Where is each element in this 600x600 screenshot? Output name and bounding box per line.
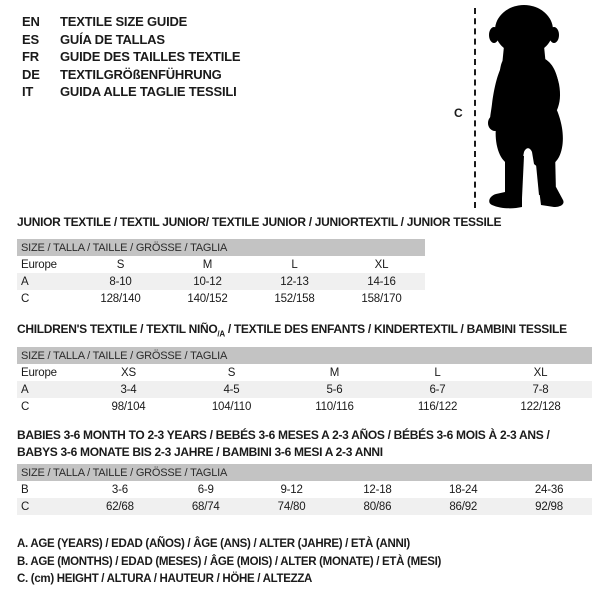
language-row-fr <box>22 48 240 66</box>
row-label: Europe <box>21 366 57 379</box>
cell: 24-36 <box>534 483 564 496</box>
cell: S <box>116 258 125 271</box>
table-row <box>17 290 425 307</box>
cell: 158/170 <box>361 292 402 305</box>
cell: 7-8 <box>489 381 592 398</box>
cell: M <box>202 258 213 271</box>
cell: 98/104 <box>111 400 146 413</box>
cell: 14-16 <box>338 273 425 290</box>
height-measure-label: C <box>454 106 463 120</box>
language-title: GUIDE DES TAILLES TEXTILE <box>60 49 241 65</box>
title-subscript: /A <box>217 329 225 339</box>
size-header-cell: SIZE / TALLA / TAILLE / GRÖSSE / TAGLIA <box>17 239 425 256</box>
cell: 62/68 <box>77 498 163 515</box>
child-silhouette-icon <box>484 4 574 211</box>
cell: XS <box>121 366 136 379</box>
cell: 18-24 <box>449 483 478 496</box>
cell: XL <box>374 258 389 271</box>
note-height-cm: C. (cm) HEIGHT / ALTURA / HAUTEUR / HÖHE / ALTEZZA <box>17 573 313 585</box>
table-header-row <box>17 347 592 364</box>
babies-section-title-line1: BABIES 3-6 MONTH TO 2-3 YEARS / BEBÉS 3-6 MESES A 2-3 AÑOS / BÉBÉS 3-6 MOIS À 2-3 ANS / <box>17 428 550 442</box>
row-label: C <box>21 400 30 413</box>
language-title: TEXTILE SIZE GUIDE <box>60 14 188 30</box>
junior-size-table <box>17 239 425 307</box>
language-code: IT <box>22 84 34 100</box>
language-title: GUÍA DE TALLAS <box>60 31 165 47</box>
cell: 3-4 <box>77 381 180 398</box>
cell: 110/116 <box>315 400 354 413</box>
language-row-de <box>22 66 240 84</box>
language-row-it <box>22 83 240 101</box>
table-row <box>17 398 592 415</box>
children-section-title <box>17 322 567 338</box>
table-row <box>17 273 425 290</box>
cell: 128/140 <box>100 292 141 305</box>
cell: 9-12 <box>280 483 303 496</box>
language-code: ES <box>22 31 39 47</box>
size-header-cell: SIZE / TALLA / TAILLE / GRÖSSE / TAGLIA <box>17 464 592 481</box>
row-label: C <box>21 292 30 305</box>
cell: 6-9 <box>197 483 214 496</box>
cell: 116/122 <box>417 400 458 413</box>
cell: 12-18 <box>363 483 392 496</box>
cell: 86/92 <box>420 498 506 515</box>
child-figure <box>450 0 600 215</box>
row-label: A <box>17 381 77 398</box>
cell: XL <box>533 366 548 379</box>
height-measure-line <box>474 8 476 208</box>
size-header-cell: SIZE / TALLA / TAILLE / GRÖSSE / TAGLIA <box>17 347 592 364</box>
title-text: / TEXTILE DES ENFANTS / KINDERTEXTIL / BAMBINI TESSILE <box>224 322 567 336</box>
language-title: GUIDA ALLE TAGLIE TESSILI <box>60 84 237 100</box>
language-row-es <box>22 31 240 49</box>
cell: 68/74 <box>163 498 249 515</box>
language-list <box>22 13 240 101</box>
table-row <box>17 381 592 398</box>
babies-size-table <box>17 464 592 515</box>
junior-section-title: JUNIOR TEXTILE / TEXTIL JUNIOR/ TEXTILE JUNIOR / JUNIORTEXTIL / JUNIOR TESSILE <box>17 215 502 229</box>
language-title: TEXTILGRÖßENFÜHRUNG <box>60 66 222 82</box>
language-code: FR <box>22 49 39 65</box>
cell: 6-7 <box>386 381 489 398</box>
cell: 80/86 <box>334 498 420 515</box>
language-code: DE <box>22 66 40 82</box>
title-text: CHILDREN'S TEXTILE / TEXTIL NIÑO <box>17 322 218 336</box>
row-label: B <box>21 483 29 496</box>
cell: L <box>291 258 298 271</box>
cell: 104/110 <box>211 400 252 413</box>
table-row <box>17 364 592 381</box>
children-size-table <box>17 347 592 415</box>
table-row <box>17 498 592 515</box>
babies-section-title-line2: BABYS 3-6 MONATE BIS 2-3 JAHRE / BAMBINI 3-6 MESI A 2-3 ANNI <box>17 445 383 459</box>
row-label: Europe <box>21 258 57 271</box>
cell: 4-5 <box>180 381 283 398</box>
row-label: A <box>17 273 77 290</box>
cell: 92/98 <box>506 498 592 515</box>
cell: 122/128 <box>520 400 561 413</box>
legend-notes <box>17 538 441 591</box>
cell: 3-6 <box>111 483 128 496</box>
table-row <box>17 481 592 498</box>
language-row-en <box>22 13 240 31</box>
cell: 74/80 <box>249 498 335 515</box>
cell: 140/152 <box>187 292 228 305</box>
language-code: EN <box>22 14 40 30</box>
note-age-months: B. AGE (MONTHS) / EDAD (MESES) / ÂGE (MOIS) / ALTER (MONATE) / ETÀ (MESI) <box>17 555 442 568</box>
table-header-row <box>17 239 425 256</box>
cell: 8-10 <box>77 273 164 290</box>
note-age-years: A. AGE (YEARS) / EDAD (AÑOS) / ÂGE (ANS) / ALTER (JAHRE) / ETÀ (ANNI) <box>17 538 410 550</box>
cell: S <box>227 366 236 379</box>
row-label: C <box>17 498 77 515</box>
cell: 5-6 <box>283 381 386 398</box>
cell: M <box>329 366 340 379</box>
cell: 12-13 <box>251 273 338 290</box>
table-header-row <box>17 464 592 481</box>
cell: L <box>434 366 441 379</box>
table-row <box>17 256 425 273</box>
cell: 10-12 <box>164 273 251 290</box>
cell: 152/158 <box>274 292 315 305</box>
